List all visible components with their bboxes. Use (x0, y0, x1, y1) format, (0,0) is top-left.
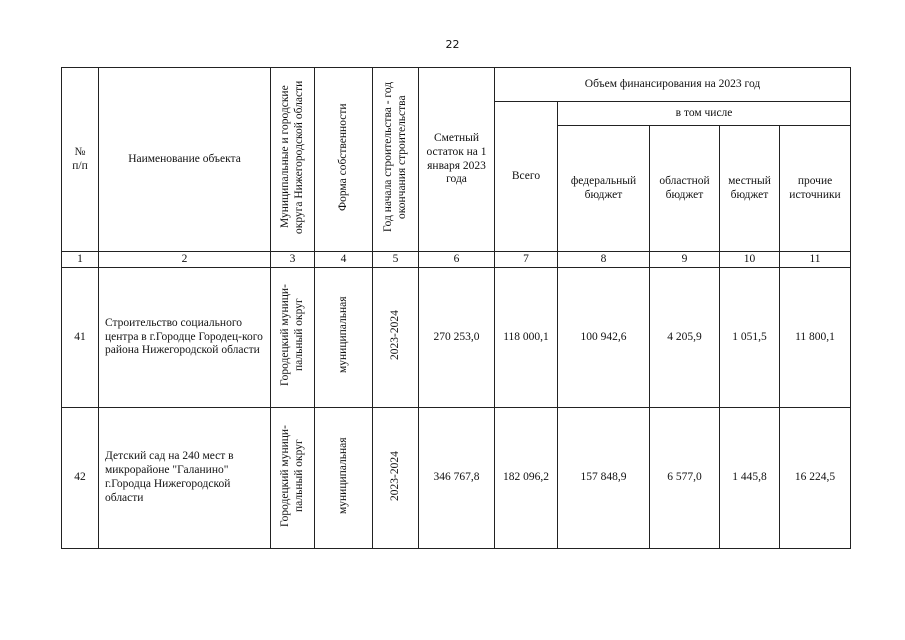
row-ownership: муниципальная (315, 268, 373, 408)
row-total: 182 096,2 (495, 408, 558, 549)
row-balance: 346 767,8 (419, 408, 495, 549)
row-total: 118 000,1 (495, 268, 558, 408)
financing-table (61, 67, 851, 549)
row-name: Детский сад на 240 мест в микрорайоне "Галанино" г.Городца Нижегородской области (99, 408, 271, 549)
header-total: Всего (495, 102, 558, 252)
row-num: 42 (62, 408, 99, 549)
row-regional: 4 205,9 (650, 268, 720, 408)
header-years: Год начала строительства - год окончания строительства (373, 68, 419, 252)
row-district: Городецкий муници-пальный округ (271, 408, 315, 549)
column-number: 6 (419, 252, 495, 268)
header-district: Муниципальные и городские округа Нижегородской области (271, 68, 315, 252)
column-number: 1 (62, 252, 99, 268)
column-number: 8 (558, 252, 650, 268)
column-number: 5 (373, 252, 419, 268)
header-regional: областной бюджет (650, 126, 720, 252)
header-other: прочие источники (780, 126, 851, 252)
row-regional: 6 577,0 (650, 408, 720, 549)
row-ownership: муниципальная (315, 408, 373, 549)
header-including: в том числе (558, 102, 851, 126)
row-name: Строительство социального центра в г.Городце Городец-кого района Нижегородской области (99, 268, 271, 408)
row-federal: 157 848,9 (558, 408, 650, 549)
header-num: № п/п (62, 68, 99, 252)
row-local: 1 051,5 (720, 268, 780, 408)
row-years: 2023-2024 (373, 268, 419, 408)
row-other: 11 800,1 (780, 268, 851, 408)
column-number: 11 (780, 252, 851, 268)
column-number: 4 (315, 252, 373, 268)
table-row (62, 268, 851, 408)
column-number: 10 (720, 252, 780, 268)
column-number: 7 (495, 252, 558, 268)
column-number: 2 (99, 252, 271, 268)
header-funding: Объем финансирования на 2023 год (495, 68, 851, 102)
row-years: 2023-2024 (373, 408, 419, 549)
column-number: 3 (271, 252, 315, 268)
header-local: местный бюджет (720, 126, 780, 252)
row-federal: 100 942,6 (558, 268, 650, 408)
header-name: Наименование объекта (99, 68, 271, 252)
page-number: 22 (445, 38, 460, 51)
header-balance: Сметный остаток на 1 января 2023 года (419, 68, 495, 252)
column-number: 9 (650, 252, 720, 268)
row-other: 16 224,5 (780, 408, 851, 549)
table-row (62, 408, 851, 549)
column-number-row (62, 252, 851, 268)
row-district: Городецкий муници-пальный округ (271, 268, 315, 408)
row-local: 1 445,8 (720, 408, 780, 549)
header-ownership: Форма собственности (315, 68, 373, 252)
row-balance: 270 253,0 (419, 268, 495, 408)
header-federal: федеральный бюджет (558, 126, 650, 252)
row-num: 41 (62, 268, 99, 408)
